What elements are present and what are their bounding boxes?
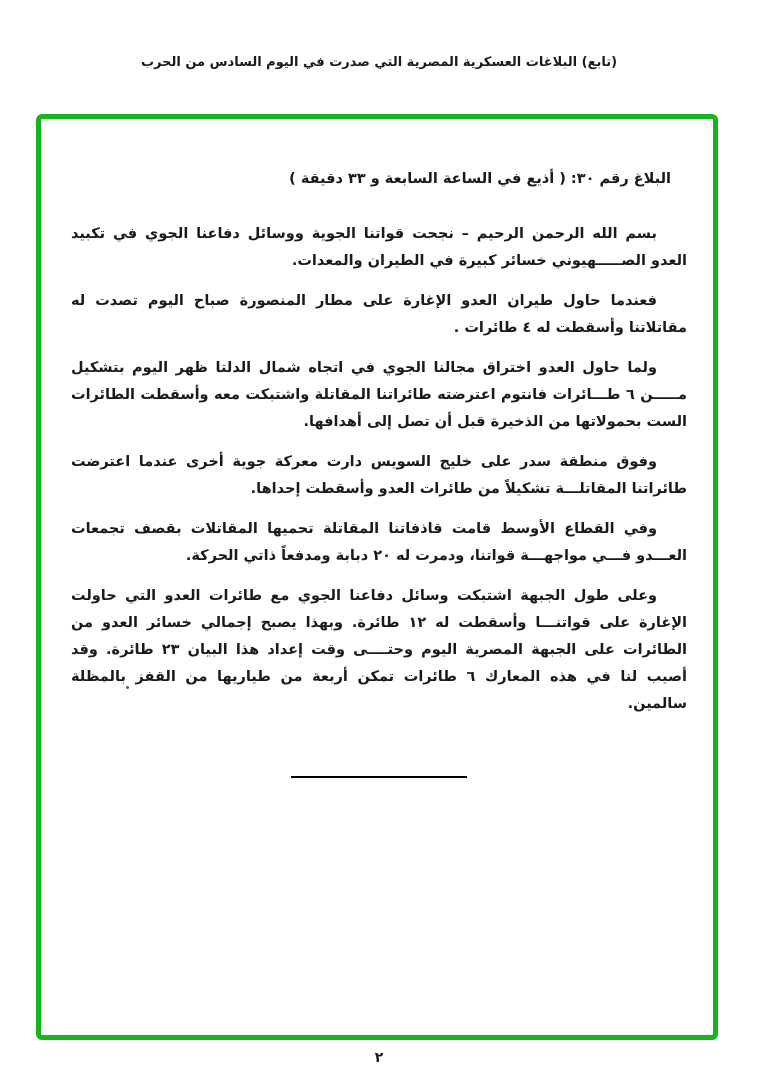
page-number: ٢	[374, 1050, 384, 1066]
bulletin-paragraph-3: ولما حاول العدو اختراق مجالنا الجوي في اتجاه شمال الدلتا ظهر اليوم بتشكيل مـــــن ٦ طـــائرات فانتوم اعترضته طائراتنا المقاتلة واشتبكت معه وأسقطت الطائرات الست بحمولاتها من الذخيرة قبل أن تصل إلى أهدافها.	[71, 360, 688, 430]
bulletin-paragraph-1: بسم الله الرحمن الرحيم – نجحت قواتنا الجوية ووسائل دفاعنا الجوي في تكبيد العدو الصـــــهيوني خسائر كبيرة في الطيران والمعدات.	[71, 226, 687, 269]
bulletin-content	[41, 119, 713, 778]
bulletin-number-line: البلاغ رقم ٣٠: ( أذيع في الساعة السابعة و ٣٣ دقيقة )	[289, 171, 671, 187]
bulletin-paragraph-6: وعلى طول الجبهة اشتبكت وسائل دفاعنا الجوي مع طائرات العدو التي حاولت الإغارة على قواتنـــا وأسقطت له ١٢ طائرة. وبهذا يصبح إجمالي خسائر العدو من الطائرات على الجبهة المصرية اليوم وحتــــى وقت إعداد هذا البيان ٢٣ طائرة. وقد أصيب لنا في هذه المعارك ٦ طائرات تمكن أربعة من طياريها من القفز بالمظلة سالمين.	[71, 588, 687, 712]
bulletin-paragraph-2: فعندما حاول طيران العدو الإغارة على مطار المنصورة صباح اليوم تصدت له مقاتلاتنا وأسقطت له ٤ طائرات .	[71, 293, 687, 336]
bulletin-frame	[36, 114, 718, 1040]
end-divider-line	[291, 776, 467, 778]
page-header-title: (تابع) البلاغات العسكرية المصرية التي صدرت في اليوم السادس من الحرب	[140, 55, 618, 70]
bulletin-paragraph-5: وفي القطاع الأوسط قامت قاذفاتنا المقاتلة تحميها المقاتلات بقصف تجمعات العـــدو فـــي مواجهـــة قواتنا، ودمرت له ٢٠ دبابة ومدفعاً ذاتي الحركة.	[71, 521, 687, 564]
scan-speck	[126, 686, 129, 689]
bulletin-paragraph-4: وفوق منطقة سدر على خليج السويس دارت معركة جوية أخرى عندما اعترضت طائراتنا المقاتلـــة تشكيلاً من طائرات العدو وأسقطت إحداها.	[71, 454, 687, 497]
